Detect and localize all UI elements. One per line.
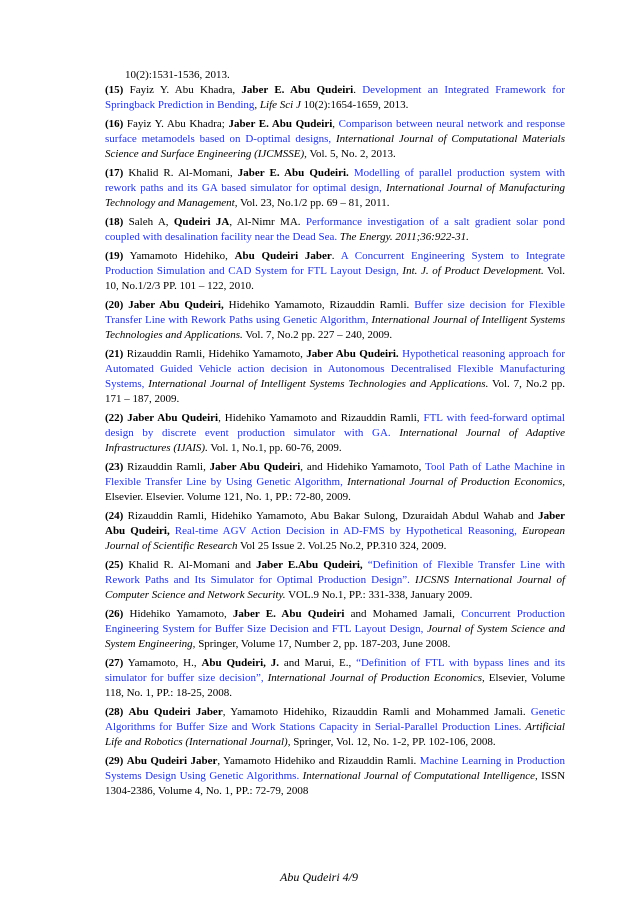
entry-title: Real-time AGV Action Decision in AD-FMS by Hypothetical Reasoning, <box>174 525 517 537</box>
entry-details: Vol. 7, No.2 pp. 171 – 187, 2009. <box>105 378 566 405</box>
entry-journal: European Journal of Scientific Research <box>105 525 566 552</box>
entry-number: (27) <box>105 657 124 669</box>
entry-details: ISSN 1304-2386, Volume 4, No. 1, PP.: 72-79, 2008 <box>105 770 566 797</box>
entry-title: “Definition of FTL with bypass lines and its simulator for buffer size decision”, <box>105 657 565 684</box>
entry-journal: Int. J. of Product Development. <box>398 265 544 277</box>
entry-author-highlight: Jaber E.Abu Qudeiri, <box>256 559 363 571</box>
entry-details: 10(2):1654-1659, 2013. <box>300 99 409 111</box>
entry-author-highlight: Jaber Abu Qudeiri, <box>105 510 565 537</box>
publication-entry <box>105 656 565 701</box>
entry-authors-pre: Yamamoto Hidehiko, <box>123 250 235 262</box>
entry-title: Genetic Algorithms for Buffer Size and Work Stations Capacity in Serial-Parallel Production Lines. <box>105 706 565 733</box>
entry-number: (26) <box>105 608 124 620</box>
entry-authors-post: . <box>331 250 341 262</box>
entry-number: (15) <box>105 84 124 96</box>
publication-entry <box>105 347 565 407</box>
entry-journal: The Energy. 2011;36:922-31. <box>337 231 469 243</box>
entry-journal: International Journal of Manufacturing Technology and Management, <box>105 182 565 209</box>
entry-journal: International Journal of Adaptive Infrastructures (IJAIS). <box>105 427 565 454</box>
entry-title: A Concurrent Engineering System to Integrate Production Simulation and CAD System for FTL Layout Design, <box>105 250 565 277</box>
entry-journal: IJCSNS International Journal of Computer Science and Network Security. <box>105 574 566 601</box>
entry-author-highlight: Jaber E. Abu Qudeiri <box>241 84 354 96</box>
entry-authors-post: and Mohamed Jamali, <box>344 608 462 620</box>
entry-number: (24) <box>105 510 124 522</box>
entry-journal: International Journal of Intelligent Systems Technologies and Applications. <box>144 378 489 390</box>
publication-entry <box>105 298 565 343</box>
entry-authors-pre: Yamamoto, H., <box>123 657 202 669</box>
publication-entry <box>105 705 565 750</box>
publication-entry <box>105 215 565 245</box>
entry-author-highlight: Jaber E. Abu Qudeiri. <box>237 167 349 179</box>
entry-title: Comparison between neural network and response surface metamodels based on D-optimal designs, <box>105 118 565 145</box>
entry-author-highlight: Jaber Abu Qudeiri, <box>128 299 224 311</box>
entry-number: (22) <box>105 412 124 424</box>
entry-authors-post: , Yamamoto Hidehiko and Rizauddin Ramli. <box>217 755 420 767</box>
entry-journal: Artificial Life and Robotics (International Journal), <box>105 721 565 748</box>
entry-authors-pre: Fayiz Y. Abu Khadra; <box>123 118 229 130</box>
entry-author-highlight: Jaber Abu Qudeiri <box>127 412 219 424</box>
entry-details: Springer, Volume 17, Number 2, pp. 187-203, June 2008. <box>195 638 451 650</box>
entry-title: Performance investigation of a salt gradient solar pond coupled with desalination facility near the Dead Sea. <box>105 216 565 243</box>
entry-details: Vol. 23, No.1/2 pp. 69 – 81, 2011. <box>237 197 390 209</box>
publication-entry <box>105 607 565 652</box>
entry-authors-post: , Al-Nimr MA. <box>229 216 306 228</box>
entry-authors-pre: Khalid R. Al-Momani and <box>123 559 257 571</box>
entry-title: Hypothetical reasoning approach for Automated Guided Vehicle action decision in Autonomous Decentralised Flexible Manufacturing Systems, <box>105 348 565 390</box>
entry-authors-post: , and Hidehiko Yamamoto, <box>300 461 426 473</box>
entry-number: (29) <box>105 755 124 767</box>
entry-title: Tool Path of Lathe Machine in Flexible Transfer Line by Using Genetic Algorithm, <box>105 461 565 488</box>
entry-authors-pre: Saleh A, <box>123 216 174 228</box>
entry-number: (28) <box>105 706 124 718</box>
entry-title: “Definition of Flexible Transfer Line with Rework Paths and Its Simulator for Optimal Production Design”. <box>105 559 565 586</box>
publication-entry <box>105 558 565 603</box>
entry-journal: Journal of System Science and System Engineering, <box>105 623 565 650</box>
entry-number: (17) <box>105 167 124 179</box>
entry-journal: International Journal of Production Economics, <box>263 672 485 684</box>
entry-author-highlight: Abu Qudeiri Jaber <box>126 755 218 767</box>
entry-number: (20) <box>105 299 124 311</box>
entry-authors-pre: Khalid R. Al-Momani, <box>123 167 238 179</box>
continuation-line: 10(2):1531-1536, 2013. <box>125 69 230 81</box>
entry-journal: International Journal of Computational Materials Science and Surface Engineering (IJCMSSE), <box>105 133 565 160</box>
entry-details: Vol. 5, No. 2, 2013. <box>306 148 396 160</box>
entry-authors-pre: Rizauddin Ramli, Hidehiko Yamamoto, <box>123 348 307 360</box>
entry-authors-pre: Hidehiko Yamamoto, <box>123 608 233 620</box>
page-footer: Abu Qudeiri 4/9 <box>280 870 358 884</box>
entry-number: (18) <box>105 216 124 228</box>
entry-authors-post: Hidehiko Yamamoto, Rizauddin Ramli. <box>223 299 415 311</box>
entry-author-highlight: Qudeiri JA <box>173 216 230 228</box>
publication-entry <box>105 166 565 211</box>
entry-number: (25) <box>105 559 124 571</box>
entry-authors-post: and Marui, E., <box>278 657 357 669</box>
entry-number: (19) <box>105 250 124 262</box>
entry-title: Development an Integrated Framework for Springback Prediction in Bending <box>105 84 566 111</box>
entry-details: Vol 25 Issue 2. Vol.25 No.2, PP.310 324, 2009. <box>237 540 447 552</box>
publication-entry <box>105 117 565 162</box>
publication-entry <box>105 249 565 294</box>
entry-authors-post: , Yamamoto Hidehiko, Rizauddin Ramli and Mohammed Jamali. <box>222 706 531 718</box>
entry-authors-post: . <box>353 84 363 96</box>
entry-number: (21) <box>105 348 124 360</box>
entry-author-highlight: Jaber Abu Qudeiri <box>209 461 301 473</box>
publication-entry <box>105 509 565 554</box>
entry-details: Vol. 7, No.2 pp. 227 – 240, 2009. <box>242 329 393 341</box>
entry-journal: International Journal of Intelligent Systems Technologies and Applications. <box>105 314 565 341</box>
entry-journal: International Journal of Computational Intelligence, <box>299 770 538 782</box>
entry-author-highlight: Abu Qudeiri Jaber <box>234 250 332 262</box>
entry-author-highlight: Jaber E. Abu Qudeiri <box>228 118 333 130</box>
entry-title: Modelling of parallel production system with rework paths and its GA based simulator for optimal design, <box>105 167 566 194</box>
entry-journal: International Journal of Production Economics, <box>342 476 565 488</box>
entry-details: Vol. 10, No.1/2/3 PP. 101 – 122, 2010. <box>105 265 566 292</box>
entry-details: VOL.9 No.1, PP.: 331-338, January 2009. <box>285 589 473 601</box>
entry-author-highlight: Abu Qudeiri, J. <box>201 657 279 669</box>
entry-authors-post: , <box>332 118 339 130</box>
entry-title: FTL with feed-forward optimal design by discrete event production simulator with GA. <box>105 412 565 439</box>
entry-authors-post: , Hidehiko Yamamoto and Rizauddin Ramli, <box>218 412 424 424</box>
publication-entry <box>105 754 565 799</box>
entry-title: Machine Learning in Production Systems Design Using Genetic Algorithms. <box>105 755 566 782</box>
entry-details: Elsevier, Volume 118, No. 1, PP.: 18-25, 2008. <box>105 672 566 699</box>
entry-details: Elsevier. Elsevier. Volume 121, No. 1, PP.: 72-80, 2009. <box>105 491 351 503</box>
publication-entry <box>105 83 565 113</box>
entry-details: Springer, Vol. 12, No. 1-2, PP. 102-106, 2008. <box>290 736 496 748</box>
entry-authors-pre: Rizauddin Ramli, Hidehiko Yamamoto, Abu Bakar Sulong, Dzuraidah Abdul Wahab and <box>123 510 539 522</box>
entry-title: Concurrent Production Engineering System for Buffer Size Decision and FTL Layout Design, <box>105 608 566 635</box>
entry-number: (23) <box>105 461 124 473</box>
entry-journal: , Life Sci J <box>254 99 301 111</box>
entry-author-highlight: Abu Qudeiri Jaber <box>128 706 223 718</box>
entry-details: Vol. 1, No.1, pp. 60-76, 2009. <box>207 442 342 454</box>
entry-authors-pre: Fayiz Y. Abu Khadra, <box>123 84 242 96</box>
publication-entry <box>105 460 565 505</box>
entry-authors-pre: Rizauddin Ramli, <box>123 461 210 473</box>
entry-author-highlight: Jaber Abu Qudeiri. <box>306 348 399 360</box>
publication-list <box>105 83 565 803</box>
entry-title: Buffer size decision for Flexible Transfer Line with Rework Paths using Genetic Algorithm, <box>105 299 565 326</box>
entry-number: (16) <box>105 118 124 130</box>
publication-entry <box>105 411 565 456</box>
entry-author-highlight: Jaber E. Abu Qudeiri <box>232 608 345 620</box>
